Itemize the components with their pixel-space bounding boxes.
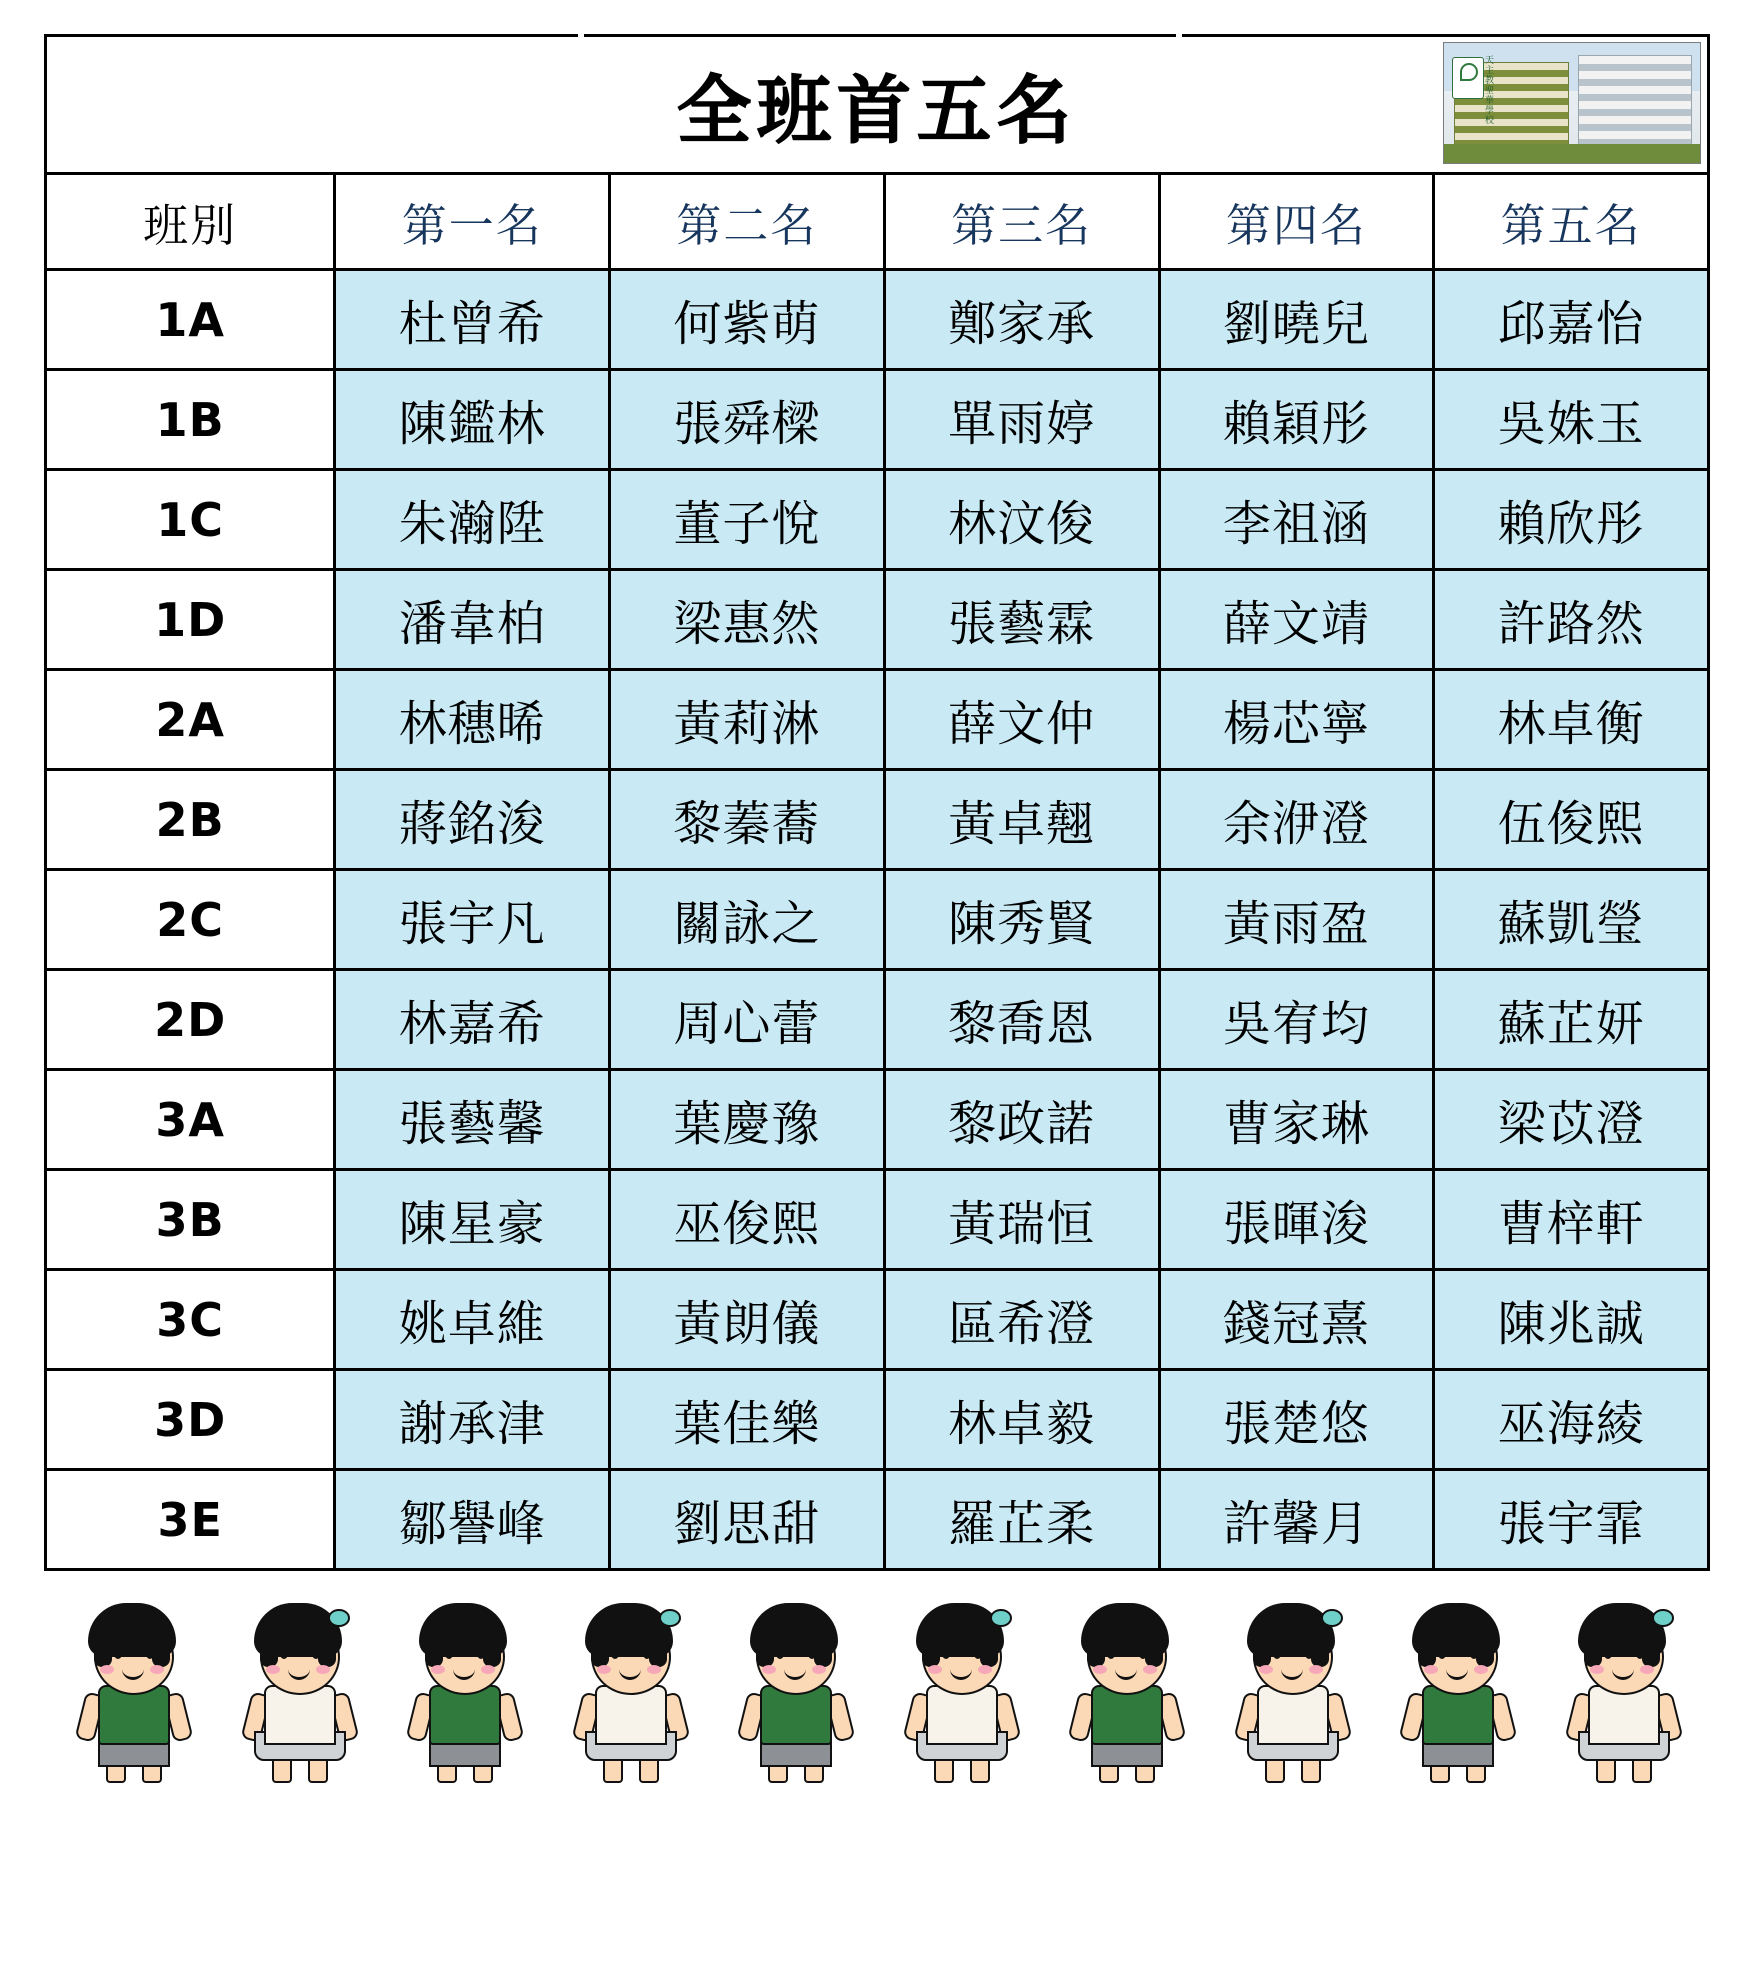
class-label: 1B	[46, 370, 335, 470]
student-name: 羅芷柔	[884, 1470, 1159, 1570]
header-rank-2: 第二名	[610, 174, 885, 270]
header-rank-1: 第一名	[335, 174, 610, 270]
table-row	[46, 270, 1709, 370]
student-name: 張暉浚	[1159, 1170, 1434, 1270]
table-row	[46, 1270, 1709, 1370]
table-row	[46, 970, 1709, 1070]
student-name: 張藝霖	[884, 570, 1159, 670]
student-name: 賴穎彤	[1159, 370, 1434, 470]
student-name: 曹家琳	[1159, 1070, 1434, 1170]
class-label: 3A	[46, 1070, 335, 1170]
table-row	[46, 770, 1709, 870]
student-name: 葉慶豫	[610, 1070, 885, 1170]
class-label: 2B	[46, 770, 335, 870]
student-name: 陳鑑林	[335, 370, 610, 470]
student-figure-icon	[1221, 1585, 1361, 1781]
student-name: 何紫萌	[610, 270, 885, 370]
table-row	[46, 1470, 1709, 1570]
student-figure-icon	[724, 1585, 864, 1781]
student-name: 林卓衡	[1434, 670, 1709, 770]
student-name: 黃莉淋	[610, 670, 885, 770]
student-name: 黃瑞恒	[884, 1170, 1159, 1270]
student-name: 黎蓁蕎	[610, 770, 885, 870]
table-body	[46, 270, 1709, 1570]
class-label: 3D	[46, 1370, 335, 1470]
student-name: 黃朗儀	[610, 1270, 885, 1370]
class-label: 3E	[46, 1470, 335, 1570]
table-row	[46, 370, 1709, 470]
student-figure-icon	[890, 1585, 1030, 1781]
student-name: 薛文靖	[1159, 570, 1434, 670]
student-name: 黎政諾	[884, 1070, 1159, 1170]
student-name: 陳秀賢	[884, 870, 1159, 970]
student-name: 余洢澄	[1159, 770, 1434, 870]
table-row	[46, 570, 1709, 670]
student-name: 巫海綾	[1434, 1370, 1709, 1470]
student-name: 杜曾希	[335, 270, 610, 370]
student-name: 張楚悠	[1159, 1370, 1434, 1470]
table-header	[46, 174, 1709, 270]
student-name: 楊芯寧	[1159, 670, 1434, 770]
student-name: 黃卓翹	[884, 770, 1159, 870]
header-rank-3: 第三名	[884, 174, 1159, 270]
student-name: 朱瀚陞	[335, 470, 610, 570]
student-figure-icon	[559, 1585, 699, 1781]
student-name: 潘韋柏	[335, 570, 610, 670]
student-figure-icon	[62, 1585, 202, 1781]
student-name: 劉思甜	[610, 1470, 885, 1570]
student-figure-icon	[1552, 1585, 1692, 1781]
student-name: 區希澄	[884, 1270, 1159, 1370]
student-name: 許馨月	[1159, 1470, 1434, 1570]
student-name: 劉曉兒	[1159, 270, 1434, 370]
student-name: 吳姝玉	[1434, 370, 1709, 470]
class-label: 1A	[46, 270, 335, 370]
student-name: 鄭家承	[884, 270, 1159, 370]
student-name: 巫俊熙	[610, 1170, 885, 1270]
student-figure-icon	[1386, 1585, 1526, 1781]
student-figure-icon	[393, 1585, 533, 1781]
table-row	[46, 470, 1709, 570]
student-name: 林嘉希	[335, 970, 610, 1070]
student-name: 賴欣彤	[1434, 470, 1709, 570]
top-five-table	[44, 172, 1710, 1571]
table-row	[46, 670, 1709, 770]
class-label: 1C	[46, 470, 335, 570]
student-name: 邱嘉怡	[1434, 270, 1709, 370]
student-figure-icon	[228, 1585, 368, 1781]
student-name: 張宇凡	[335, 870, 610, 970]
student-name: 關詠之	[610, 870, 885, 970]
school-logo-image: 天主教聖華學校	[1443, 42, 1701, 164]
student-name: 張藝馨	[335, 1070, 610, 1170]
student-name: 曹梓軒	[1434, 1170, 1709, 1270]
student-name: 梁惠然	[610, 570, 885, 670]
school-crest-icon	[1452, 57, 1484, 99]
student-name: 姚卓維	[335, 1270, 610, 1370]
header-rank-4: 第四名	[1159, 174, 1434, 270]
class-label: 1D	[46, 570, 335, 670]
student-name: 張宇霏	[1434, 1470, 1709, 1570]
student-name: 林卓毅	[884, 1370, 1159, 1470]
student-name: 張舜樑	[610, 370, 885, 470]
student-name: 吳宥均	[1159, 970, 1434, 1070]
student-name: 蘇凱瑩	[1434, 870, 1709, 970]
student-name: 伍俊熙	[1434, 770, 1709, 870]
student-name: 鄒譽峰	[335, 1470, 610, 1570]
header-rank-5: 第五名	[1434, 174, 1709, 270]
student-name: 黃雨盈	[1159, 870, 1434, 970]
title-band	[44, 34, 1710, 172]
student-name: 錢冠熹	[1159, 1270, 1434, 1370]
student-name: 陳星豪	[335, 1170, 610, 1270]
header-class: 班別	[46, 174, 335, 270]
class-label: 2A	[46, 670, 335, 770]
class-label: 2C	[46, 870, 335, 970]
student-name: 董子悅	[610, 470, 885, 570]
student-figure-icon	[1055, 1585, 1195, 1781]
student-name: 蔣銘浚	[335, 770, 610, 870]
student-name: 周心蕾	[610, 970, 885, 1070]
student-name: 葉佳樂	[610, 1370, 885, 1470]
student-name: 林汶俊	[884, 470, 1159, 570]
student-name: 黎喬恩	[884, 970, 1159, 1070]
class-label: 2D	[46, 970, 335, 1070]
table-row	[46, 1170, 1709, 1270]
table-row	[46, 1070, 1709, 1170]
student-name: 蘇芷妍	[1434, 970, 1709, 1070]
student-name: 謝承津	[335, 1370, 610, 1470]
page-title: 全班首五名	[677, 67, 1077, 154]
class-label: 3C	[46, 1270, 335, 1370]
student-name: 梁苡澄	[1434, 1070, 1709, 1170]
student-name: 單雨婷	[884, 370, 1159, 470]
student-name: 李祖涵	[1159, 470, 1434, 570]
student-name: 薛文仲	[884, 670, 1159, 770]
student-name: 許路然	[1434, 570, 1709, 670]
header-row	[46, 174, 1709, 270]
class-label: 3B	[46, 1170, 335, 1270]
student-name: 林穗晞	[335, 670, 610, 770]
student-name: 陳兆誠	[1434, 1270, 1709, 1370]
student-illustrations	[44, 1571, 1710, 1781]
table-row	[46, 870, 1709, 970]
table-row	[46, 1370, 1709, 1470]
